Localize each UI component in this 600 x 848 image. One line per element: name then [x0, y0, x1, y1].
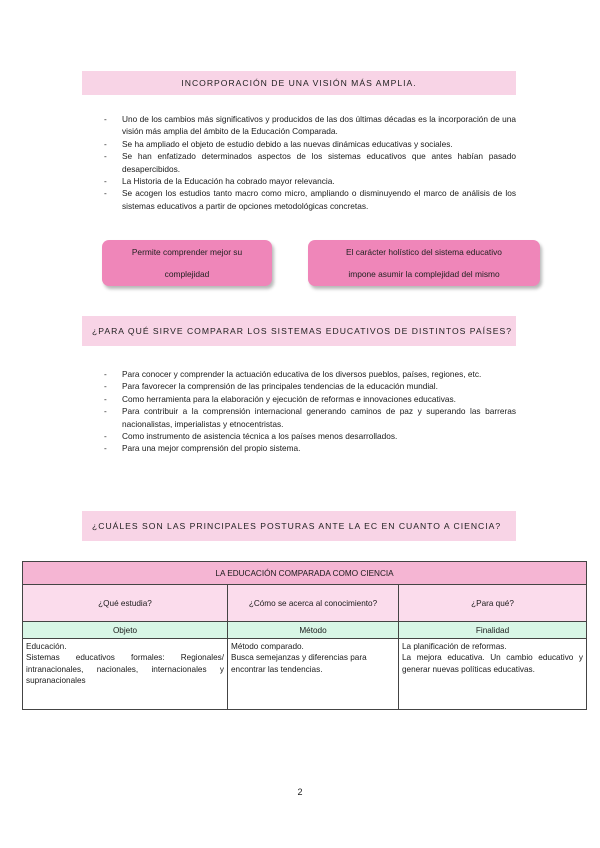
- holistic-box: [308, 240, 540, 286]
- table-cell-object: [23, 639, 228, 710]
- table-question: ¿Para qué?: [399, 585, 587, 622]
- section-title-science: [82, 511, 516, 541]
- list-item: - Se han enfatizado determinados aspectos de los sistemas educativos que antes habían pasado desapercibidos.: [104, 150, 516, 175]
- list-item: - Para conocer y comprender la actuación educativa de los diversos pueblos, países, regiones, etc.: [104, 368, 516, 380]
- table-header: Objeto: [23, 622, 228, 639]
- list-item: - Uno de los cambios más significativos y producidos de las dos últimas décadas es la incorporación de una visión más amplia del ámbito de la Educación Comparada.: [104, 113, 516, 138]
- cell-line: Sistemas educativos formales: Regionales/ intranacionales, nacionales, internacionales y supranacionales: [26, 653, 224, 686]
- list-item: - Para contribuir a la comprensión internacional generando caminos de paz y superando las barreras nacionalistas, imperialistas y etnocentristas.: [104, 405, 516, 430]
- table-question: ¿Qué estudia?: [23, 585, 228, 622]
- list-item: - Como instrumento de asistencia técnica a los países menos desarrollados.: [104, 430, 516, 442]
- table-question: ¿Cómo se acerca al conocimiento?: [228, 585, 399, 622]
- cell-line: Educación.: [26, 642, 67, 651]
- vision-list: [104, 113, 516, 212]
- cell-line: Método comparado.: [231, 642, 304, 651]
- table-header: Finalidad: [399, 622, 587, 639]
- comparative-education-table: [22, 561, 587, 710]
- table-cell-purpose: [399, 639, 587, 710]
- complexity-box-line: Permite comprender mejor su: [131, 247, 243, 257]
- list-item: - Para favorecer la comprensión de las principales tendencias de la educación mundial.: [104, 380, 516, 392]
- section-title-purpose: [82, 316, 516, 346]
- cell-line: La mejora educativa. Un cambio educativo y generar nuevas políticas educativas.: [402, 653, 584, 674]
- section-title-text: ¿CUÁLES SON LAS PRINCIPALES POSTURAS ANTE LA EC EN CUANTO A CIENCIA?: [92, 521, 502, 531]
- complexity-box: [102, 240, 272, 286]
- list-item: - Se acogen los estudios tanto macro como micro, ampliando o disminuyendo el marco de análisis de los sistemas educativos a partir de opciones metodológicas concretas.: [104, 187, 516, 212]
- list-item: - Para una mejor comprensión del propio sistema.: [104, 442, 516, 454]
- complexity-box-line: complejidad: [164, 269, 210, 279]
- section-title-vision: [82, 71, 516, 95]
- cell-line: Busca semejanzas y diferencias para encontrar las tendencias.: [231, 653, 367, 674]
- table-header: Método: [228, 622, 399, 639]
- cell-line: La planificación de reformas.: [402, 642, 507, 651]
- holistic-box-line: impone asumir la complejidad del mismo: [348, 269, 500, 279]
- table-title: LA EDUCACIÓN COMPARADA COMO CIENCIA: [23, 562, 587, 585]
- purpose-list: [104, 368, 516, 455]
- table-cell-method: [228, 639, 399, 710]
- list-item: - La Historia de la Educación ha cobrado mayor relevancia.: [104, 175, 516, 187]
- list-item: - Como herramienta para la elaboración y ejecución de reformas e innovaciones educativas.: [104, 393, 516, 405]
- section-title-text: INCORPORACIÓN DE UNA VISIÓN MÁS AMPLIA.: [181, 78, 417, 88]
- section-title-text: ¿PARA QUÉ SIRVE COMPARAR LOS SISTEMAS EDUCATIVOS DE DISTINTOS PAÍSES?: [92, 326, 512, 336]
- page-number: 2: [297, 787, 303, 797]
- list-item: - Se ha ampliado el objeto de estudio debido a las nuevas dinámicas educativas y sociales.: [104, 138, 516, 150]
- holistic-box-line: El carácter holístico del sistema educativo: [346, 247, 502, 257]
